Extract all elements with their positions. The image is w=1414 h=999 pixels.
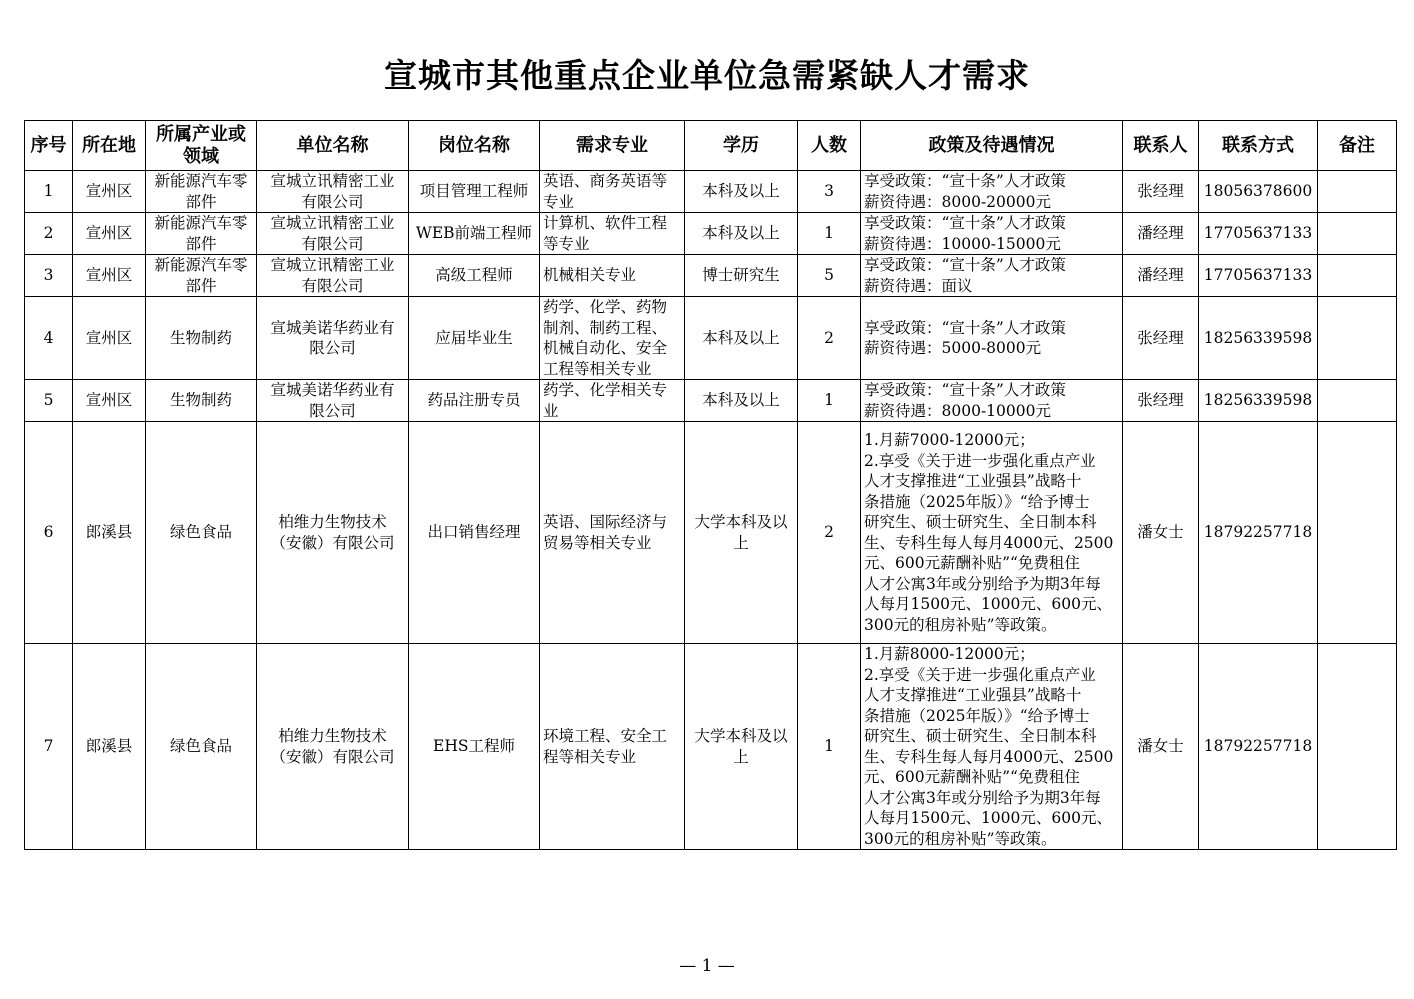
cell-count: 1	[798, 644, 861, 850]
cell-position: 项目管理工程师	[409, 171, 540, 213]
cell-note	[1318, 422, 1397, 644]
cell-phone: 17705637133	[1199, 255, 1318, 297]
cell-note	[1318, 171, 1397, 213]
cell-policy: 1.月薪7000-12000元； 2.享受《关于进一步强化重点产业 人才支撑推进“工业强县”战略十 条措施（2025年版）》“给予博士 研究生、硕士研究生、全日制本科 生、专科生每人每月4000元、2500 元、600元薪酬补贴”“免费租住 人才公寓3年或分别给予为期3年每 人每月1500元、1000元、600元、 300元的租房补贴”等政策。	[861, 422, 1123, 644]
cell-no: 2	[25, 213, 73, 255]
page-number: — 1 —	[679, 956, 735, 976]
cell-phone: 17705637133	[1199, 213, 1318, 255]
cell-position: 药品注册专员	[409, 380, 540, 422]
cell-policy: 1.月薪8000-12000元； 2.享受《关于进一步强化重点产业 人才支撑推进“工业强县”战略十 条措施（2025年版）》“给予博士 研究生、硕士研究生、全日制本科 生、专科生每人每月4000元、2500 元、600元薪酬补贴”“免费租住 人才公寓3年或分别给予为期3年每 人每月1500元、1000元、600元、 300元的租房补贴”等政策。	[861, 644, 1123, 850]
cell-location: 郎溪县	[73, 422, 146, 644]
column-header-no: 序号	[25, 121, 73, 171]
cell-contact: 潘女士	[1123, 422, 1199, 644]
cell-policy: 享受政策：“宣十条”人才政策 薪资待遇：5000-8000元	[861, 297, 1123, 380]
cell-location: 宣州区	[73, 171, 146, 213]
cell-education: 本科及以上	[685, 380, 798, 422]
cell-phone: 18256339598	[1199, 380, 1318, 422]
cell-major: 机械相关专业	[540, 255, 685, 297]
cell-industry: 生物制药	[146, 297, 257, 380]
cell-industry: 新能源汽车零 部件	[146, 213, 257, 255]
cell-no: 1	[25, 171, 73, 213]
cell-contact: 张经理	[1123, 297, 1199, 380]
cell-no: 5	[25, 380, 73, 422]
cell-note	[1318, 644, 1397, 850]
cell-count: 1	[798, 380, 861, 422]
table-row	[25, 380, 1397, 422]
column-header-count: 人数	[798, 121, 861, 171]
cell-contact: 张经理	[1123, 380, 1199, 422]
cell-company: 宣城立讯精密工业 有限公司	[257, 213, 409, 255]
cell-no: 7	[25, 644, 73, 850]
cell-note	[1318, 255, 1397, 297]
cell-note	[1318, 297, 1397, 380]
cell-major: 英语、国际经济与 贸易等相关专业	[540, 422, 685, 644]
cell-no: 4	[25, 297, 73, 380]
cell-major: 环境工程、安全工 程等相关专业	[540, 644, 685, 850]
cell-location: 宣州区	[73, 255, 146, 297]
cell-policy: 享受政策：“宣十条”人才政策 薪资待遇：8000-10000元	[861, 380, 1123, 422]
column-header-industry: 所属产业或 领域	[146, 121, 257, 171]
cell-education: 本科及以上	[685, 171, 798, 213]
cell-contact: 张经理	[1123, 171, 1199, 213]
cell-no: 3	[25, 255, 73, 297]
cell-location: 宣州区	[73, 380, 146, 422]
table-row	[25, 255, 1397, 297]
column-header-position: 岗位名称	[409, 121, 540, 171]
cell-contact: 潘经理	[1123, 213, 1199, 255]
talent-demand-table	[24, 120, 1397, 850]
cell-major: 药学、化学相关专 业	[540, 380, 685, 422]
column-header-note: 备注	[1318, 121, 1397, 171]
cell-note	[1318, 380, 1397, 422]
column-header-phone: 联系方式	[1199, 121, 1318, 171]
cell-major: 计算机、软件工程 等专业	[540, 213, 685, 255]
cell-no: 6	[25, 422, 73, 644]
cell-policy: 享受政策：“宣十条”人才政策 薪资待遇：面议	[861, 255, 1123, 297]
cell-phone: 18792257718	[1199, 422, 1318, 644]
document-title: 宣城市其他重点企业单位急需紧缺人才需求	[384, 56, 1030, 95]
cell-education: 本科及以上	[685, 297, 798, 380]
cell-industry: 绿色食品	[146, 644, 257, 850]
cell-contact: 潘女士	[1123, 644, 1199, 850]
cell-education: 大学本科及以 上	[685, 644, 798, 850]
table-row	[25, 171, 1397, 213]
cell-position: WEB前端工程师	[409, 213, 540, 255]
table-row	[25, 213, 1397, 255]
column-header-company: 单位名称	[257, 121, 409, 171]
cell-location: 宣州区	[73, 297, 146, 380]
cell-phone: 18256339598	[1199, 297, 1318, 380]
cell-location: 郎溪县	[73, 644, 146, 850]
cell-position: 应届毕业生	[409, 297, 540, 380]
cell-industry: 新能源汽车零 部件	[146, 171, 257, 213]
cell-company: 柏维力生物技术 （安徽）有限公司	[257, 644, 409, 850]
cell-education: 大学本科及以 上	[685, 422, 798, 644]
cell-position: 高级工程师	[409, 255, 540, 297]
cell-count: 1	[798, 213, 861, 255]
cell-industry: 绿色食品	[146, 422, 257, 644]
header-row	[25, 121, 1397, 171]
table-row	[25, 644, 1397, 850]
cell-position: EHS工程师	[409, 644, 540, 850]
column-header-location: 所在地	[73, 121, 146, 171]
cell-count: 2	[798, 297, 861, 380]
column-header-education: 学历	[685, 121, 798, 171]
column-header-contact: 联系人	[1123, 121, 1199, 171]
cell-phone: 18792257718	[1199, 644, 1318, 850]
cell-location: 宣州区	[73, 213, 146, 255]
cell-education: 本科及以上	[685, 213, 798, 255]
cell-position: 出口销售经理	[409, 422, 540, 644]
cell-policy: 享受政策：“宣十条”人才政策 薪资待遇：8000-20000元	[861, 171, 1123, 213]
cell-note	[1318, 213, 1397, 255]
cell-company: 宣城立讯精密工业 有限公司	[257, 255, 409, 297]
cell-major: 药学、化学、药物 制剂、制药工程、 机械自动化、安全 工程等相关专业	[540, 297, 685, 380]
cell-industry: 生物制药	[146, 380, 257, 422]
column-header-policy: 政策及待遇情况	[861, 121, 1123, 171]
table-row	[25, 422, 1397, 644]
cell-count: 3	[798, 171, 861, 213]
cell-company: 柏维力生物技术 （安徽）有限公司	[257, 422, 409, 644]
cell-company: 宣城美诺华药业有 限公司	[257, 297, 409, 380]
cell-company: 宣城美诺华药业有 限公司	[257, 380, 409, 422]
cell-contact: 潘经理	[1123, 255, 1199, 297]
cell-major: 英语、商务英语等 专业	[540, 171, 685, 213]
cell-company: 宣城立讯精密工业 有限公司	[257, 171, 409, 213]
cell-industry: 新能源汽车零 部件	[146, 255, 257, 297]
cell-count: 5	[798, 255, 861, 297]
cell-phone: 18056378600	[1199, 171, 1318, 213]
table-row	[25, 297, 1397, 380]
cell-education: 博士研究生	[685, 255, 798, 297]
cell-count: 2	[798, 422, 861, 644]
column-header-major: 需求专业	[540, 121, 685, 171]
cell-policy: 享受政策：“宣十条”人才政策 薪资待遇：10000-15000元	[861, 213, 1123, 255]
